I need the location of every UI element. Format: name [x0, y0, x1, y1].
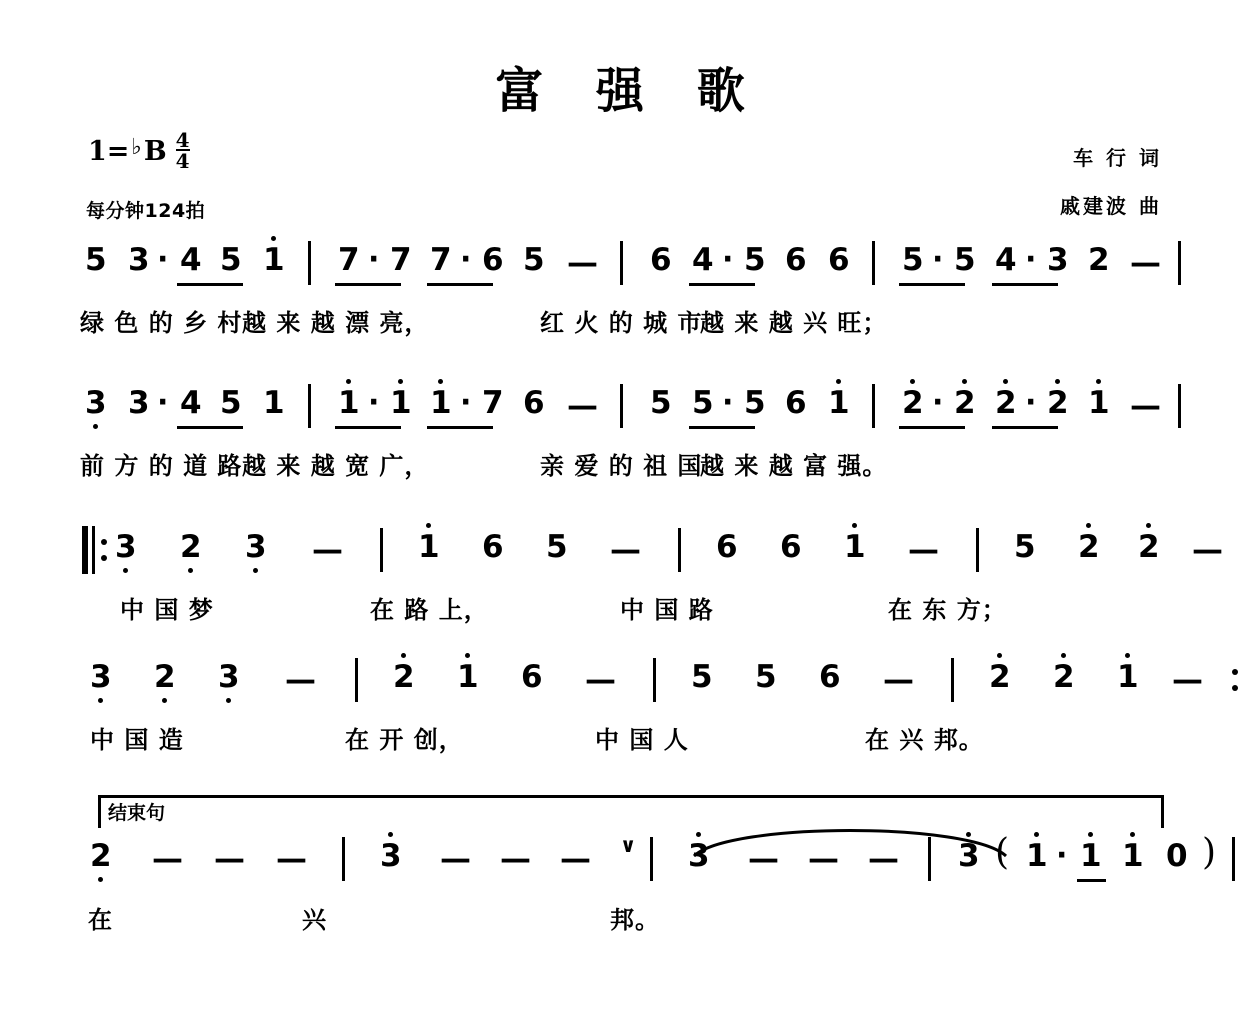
key-do-equals: 1= — [88, 136, 130, 168]
flat-icon: ♭ — [131, 133, 142, 160]
score-row-4: 3 2 3 — 2 1 6 — 5 5 6 — 2 2 1 — 中 国 造 在 开 创， 中 国 人 在 兴 邦。 — [0, 662, 1240, 722]
time-numerator: 4 — [175, 128, 190, 152]
time-signature — [175, 128, 190, 174]
tempo-marking: 每分钟124拍 — [86, 200, 206, 222]
score-row-3: 3 2 3 — 1 6 5 — 6 6 1 — 5 2 2 — 中 国 梦 在 路 上， 中 国 路 在 东 方； — [0, 532, 1240, 592]
time-denominator: 4 — [175, 149, 190, 174]
score-row-5: 结束句 2 — — — 3 — — — ∨ 3 — — — 3 ( 1 · 1 1 0 ) 在 兴 邦。 — [0, 795, 1240, 955]
page-title: 富 强 歌 — [495, 63, 763, 119]
key-note: B — [143, 136, 167, 168]
ending-label: 结束句 — [106, 798, 167, 825]
score-row-1: 5 3 · 4 5 1 7 · 7 7 · 6 5 — 6 4 · 5 6 6 5 · 5 4 · 3 2 — 绿 色 的 乡 村 越 来 越 漂 亮， 红 火 的 城 市 越 来 越 兴 旺； — [0, 245, 1240, 305]
notation-line-5: 2 — — — 3 — — — ∨ 3 — — — 3 ( 1 · 1 1 0 ) — [80, 841, 1165, 893]
lyricist-credit: 车 行 词 — [1073, 146, 1162, 170]
score-row-2: 3 3 · 4 5 1 1 · 1 1 · 7 6 — 5 5 · 5 6 1 2 · 2 2 · 2 1 — 前 方 的 道 路 越 来 越 宽 广， 亲 爱 的 祖 国 越 来 越 富 强。 — [0, 388, 1240, 448]
key-signature — [88, 128, 190, 174]
notation-line-3: 3 2 3 — 1 6 5 — 6 6 1 — 5 2 2 — — [80, 532, 1165, 584]
notation-line-1: 5 3 · 4 5 1 7 · 7 7 · 6 5 — 6 4 · 5 6 6 5 · 5 4 · 3 2 — — [80, 245, 1165, 297]
notation-line-2: 3 3 · 4 5 1 1 · 1 1 · 7 6 — 5 5 · 5 6 1 2 · 2 2 · 2 1 — — [80, 388, 1165, 440]
notation-line-4: 3 2 3 — 2 1 6 — 5 5 6 — 2 2 1 — — [80, 662, 1165, 714]
slur-icon — [690, 820, 1010, 860]
composer-credit: 戚建波 曲 — [1060, 194, 1162, 218]
